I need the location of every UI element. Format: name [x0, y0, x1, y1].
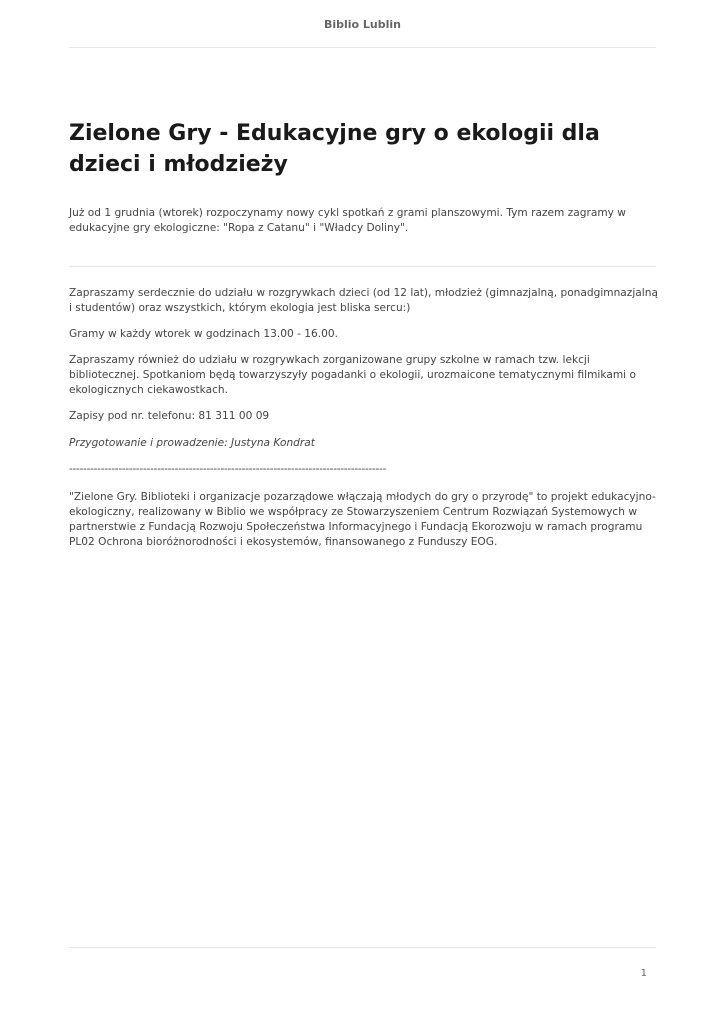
paragraph-schedule: Gramy w każdy wtorek w godzinach 13.00 - 16.00. — [69, 328, 339, 340]
article-title: Zielone Gry - Edukacyjne gry o ekologii dla dzieci i młodzieży — [69, 121, 600, 177]
site-header: Biblio Lublin — [323, 18, 402, 31]
paragraph-invitation: Zapraszamy serdecznie do udziału w rozgrywkach dzieci (od 12 lat), młodzież (gimnazjalną, ponadgimnazjalną i studentów) oraz wszystkich, którym ekologia jest bliska sercu:) — [69, 287, 658, 314]
article-lead: Już od 1 grudnia (wtorek) rozpoczynamy nowy cykl spotkań z grami planszowymi. Tym razem zagramy w edukacyjne gry ekologiczne: "Ropa z Catanu" i "Władcy Doliny". — [69, 207, 626, 234]
paragraph-organizer: Przygotowanie i prowadzenie: Justyna Kondrat — [69, 437, 315, 449]
paragraph-project-info: "Zielone Gry. Biblioteki i organizacje pozarządowe włączają młodych do gry o przyrodę" to projekt edukacyjno-ekologiczny, realizowany w Biblio we współpracy ze Stowarzyszeniem Centrum Rozwiązań Systemowych w partnerstwie z Fundacją Rozwoju Społeczeństwa Informacyjnego i Fundacją Ekorozwoju w ramach programu PL02 Ochrona bioróżnorodności i ekosystemów, finansowanego z Funduszy EOG. — [69, 491, 656, 548]
content-divider — [69, 266, 656, 267]
paragraph-registration: Zapisy pod nr. telefonu: 81 311 00 09 — [69, 410, 270, 422]
footer-divider — [69, 947, 656, 948]
page-number: 1 — [640, 968, 647, 979]
dashed-separator: ------------------------------------------------------------------------------------------ — [69, 463, 387, 475]
paragraph-school-groups: Zapraszamy również do udziału w rozgrywkach zorganizowane grupy szkolne w ramach tzw. lekcji bibliotecznej. Spotkaniom będą towarzyszyły pogadanki o ekologii, urozmaicone tematycznymi filmikami o ekologicznych ciekawostkach. — [69, 354, 636, 396]
header-divider — [69, 47, 656, 48]
